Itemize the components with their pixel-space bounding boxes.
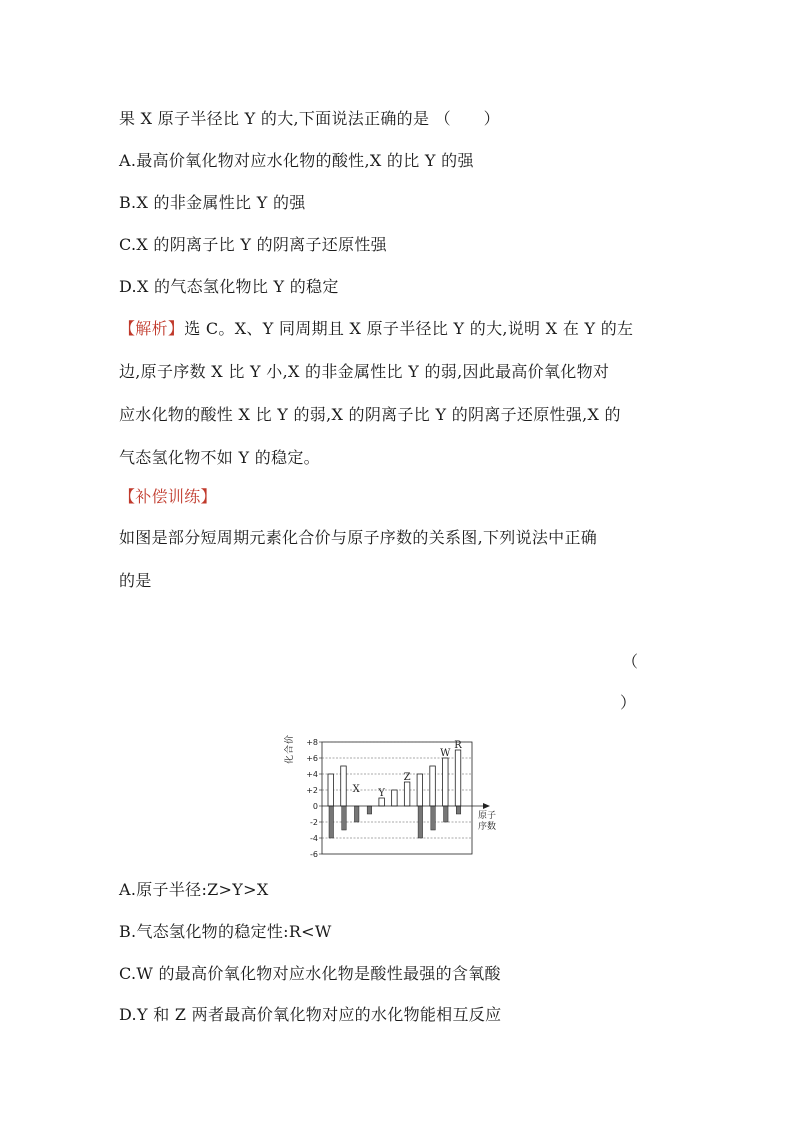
negative-bar	[431, 806, 436, 830]
ytick-label: +2	[306, 786, 318, 795]
xlabel-line-2: 序数	[478, 822, 497, 832]
analysis-line-1	[119, 316, 633, 339]
ytick-label: +4	[306, 770, 318, 779]
paren-close: ）	[620, 693, 637, 712]
negative-bar	[418, 806, 423, 838]
analysis-text-1: 选 C。X、Y 同周期且 X 原子半径比 Y 的大,说明 X 在 Y 的左	[184, 319, 634, 338]
valence-chart-svg	[282, 730, 502, 860]
practice-option-d: D.Y 和 Z 两者最高价氧化物对应的水化物能相互反应	[119, 1005, 502, 1024]
practice-stem-1: 如图是部分短周期元素化合价与原子序数的关系图,下列说法中正确	[119, 528, 598, 547]
positive-bar	[328, 774, 334, 806]
x-axis-arrow	[483, 803, 490, 809]
option-c: C.X 的阴离子比 Y 的阴离子还原性强	[119, 235, 387, 254]
bar-label-w: W	[440, 748, 451, 759]
ylabel-char: 化	[285, 754, 295, 764]
question-stem: 果 X 原子半径比 Y 的大,下面说法正确的是 （ ）	[119, 109, 500, 128]
ytick-label: -4	[310, 834, 318, 843]
negative-bar	[367, 806, 372, 814]
positive-bar	[379, 798, 385, 806]
positive-bar	[417, 774, 423, 806]
practice-option-c: C.W 的最高价氧化物对应水化物是酸性最强的含氧酸	[119, 964, 501, 983]
analysis-line-3: 应水化物的酸性 X 比 Y 的弱,X 的阴离子比 Y 的阴离子还原性强,X 的	[119, 405, 621, 424]
positive-bar	[404, 782, 410, 806]
bar-label-r: R	[454, 740, 462, 751]
practice-stem-2: 的是	[119, 571, 152, 590]
chart-ylabel	[283, 735, 295, 764]
positive-bar	[392, 790, 398, 806]
ytick-label: -6	[310, 850, 318, 859]
option-b: B.X 的非金属性比 Y 的强	[119, 193, 306, 212]
ytick-label: 0	[312, 802, 318, 811]
positive-bar	[341, 766, 347, 806]
ytick-label: +6	[306, 754, 318, 763]
paren-open: （	[622, 652, 639, 671]
ylabel-char: 价	[285, 734, 295, 744]
positive-bar	[430, 766, 436, 806]
xlabel-line-1: 原子	[478, 811, 497, 821]
negative-bar	[354, 806, 359, 822]
analysis-line-4: 气态氢化物不如 Y 的稳定。	[119, 448, 320, 467]
option-a: A.最高价氧化物对应水化物的酸性,X 的比 Y 的强	[119, 151, 474, 170]
negative-bar	[329, 806, 334, 838]
ytick-label: -2	[310, 818, 318, 827]
analysis-line-2: 边,原子序数 X 比 Y 小,X 的非金属性比 Y 的弱,因此最高价氧化物对	[119, 362, 610, 381]
practice-option-a: A.原子半径:Z>Y>X	[119, 880, 269, 899]
practice-tag: 【补偿训练】	[119, 487, 217, 506]
negative-bar	[444, 806, 449, 822]
valence-chart	[282, 730, 502, 860]
bar-label-z: Z	[403, 772, 411, 783]
ytick-label: +8	[306, 738, 318, 747]
bar-label-x: X	[352, 784, 360, 795]
ylabel-char: 合	[285, 744, 295, 754]
analysis-tag: 【解析】	[119, 319, 185, 338]
positive-bar	[443, 758, 449, 806]
practice-option-b: B.气态氢化物的稳定性:R<W	[119, 922, 332, 941]
option-d: D.X 的气态氢化物比 Y 的稳定	[119, 277, 339, 296]
negative-bar	[342, 806, 347, 830]
bar-label-y: Y	[378, 788, 385, 799]
positive-bar	[455, 750, 461, 806]
negative-bar	[456, 806, 461, 814]
